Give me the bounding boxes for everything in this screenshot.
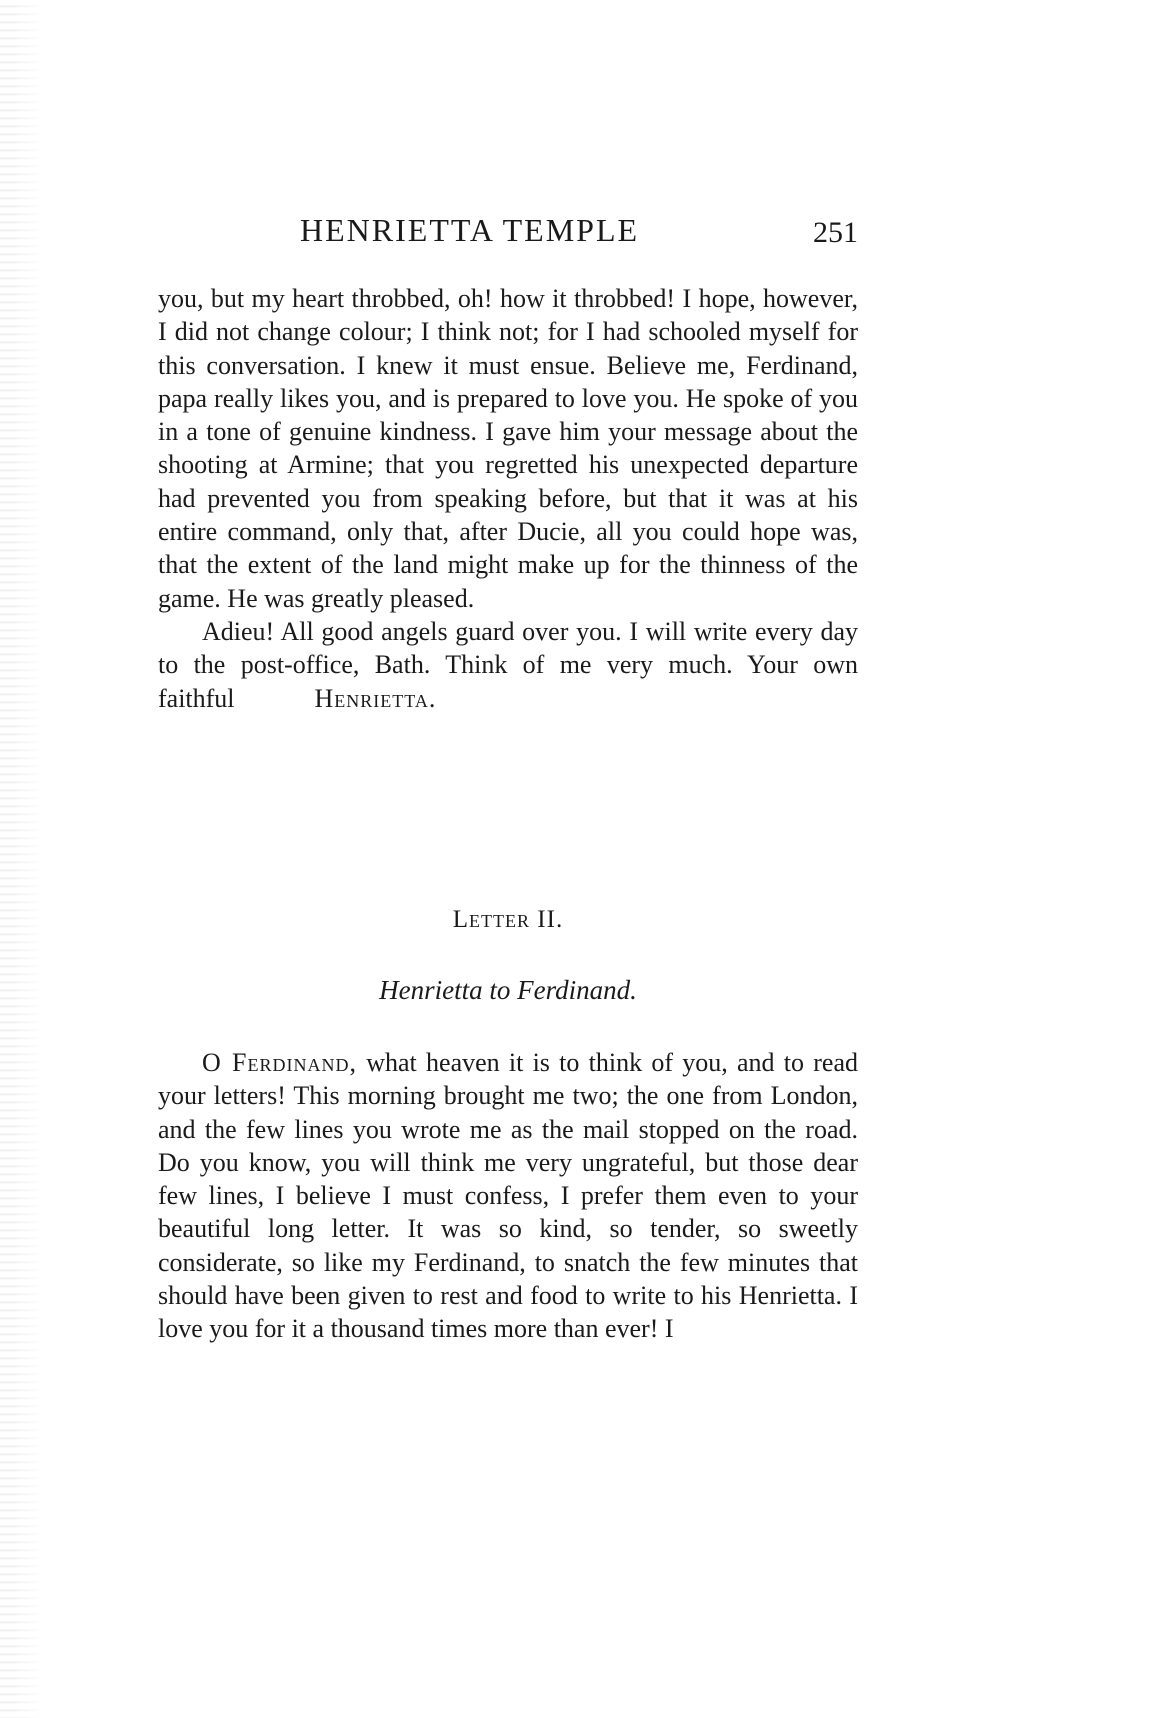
letter-subtitle: Henrietta to Ferdinand. — [379, 975, 637, 1005]
closing-paragraph — [158, 615, 858, 715]
running-title: HENRIETTA TEMPLE — [300, 212, 640, 248]
closing-text: Adieu! All good angels guard over you. I will write every day to the post-office, Bath. Think of me very much. Your own faithful — [158, 616, 858, 713]
page-header — [158, 212, 858, 252]
letter-1-continuation — [158, 282, 858, 715]
paragraph — [158, 1046, 858, 1346]
signature: Henrietta. — [314, 683, 437, 713]
paragraph: you, but my heart throbbed, oh! how it throbbed! I hope, however, I did not change colour; I think not; for I had schooled myself for this conversation. I knew it must ensue. Believe me, Ferdinand, papa really likes you, and is prepared to love you. He spoke of you in a tone of genuine kindness. I gave him your message about the shooting at Armine; that you regretted his unexpected departure had prevented you from speaking before, but that it was at his entire command, only that, after Ducie, all you could hope was, that the extent of the land might make up for the thinness of the game. He was greatly pleased. — [158, 284, 858, 613]
salutation: O Ferdinand, — [202, 1048, 357, 1077]
letter-body-text: what heaven it is to think of you, and to read your letters! This morning brought me two; the one from London, and the few lines you wrote me as the mail stopped on the road. Do you know, you will think me very ungrateful, but those dear few lines, I believe I must confess, I prefer them even to your beautiful long letter. It was so kind, so tender, so sweetly considerate, so like my Ferdinand, to snatch the few minutes that should have been given to rest and food to write to his Henrietta. I love you for it a thousand times more than ever! I — [158, 1048, 859, 1344]
page-number: 251 — [813, 216, 858, 249]
letter-2-body — [158, 1046, 858, 1346]
scan-gutter-edge — [0, 0, 44, 1718]
letter-heading: Letter II. — [452, 906, 564, 933]
